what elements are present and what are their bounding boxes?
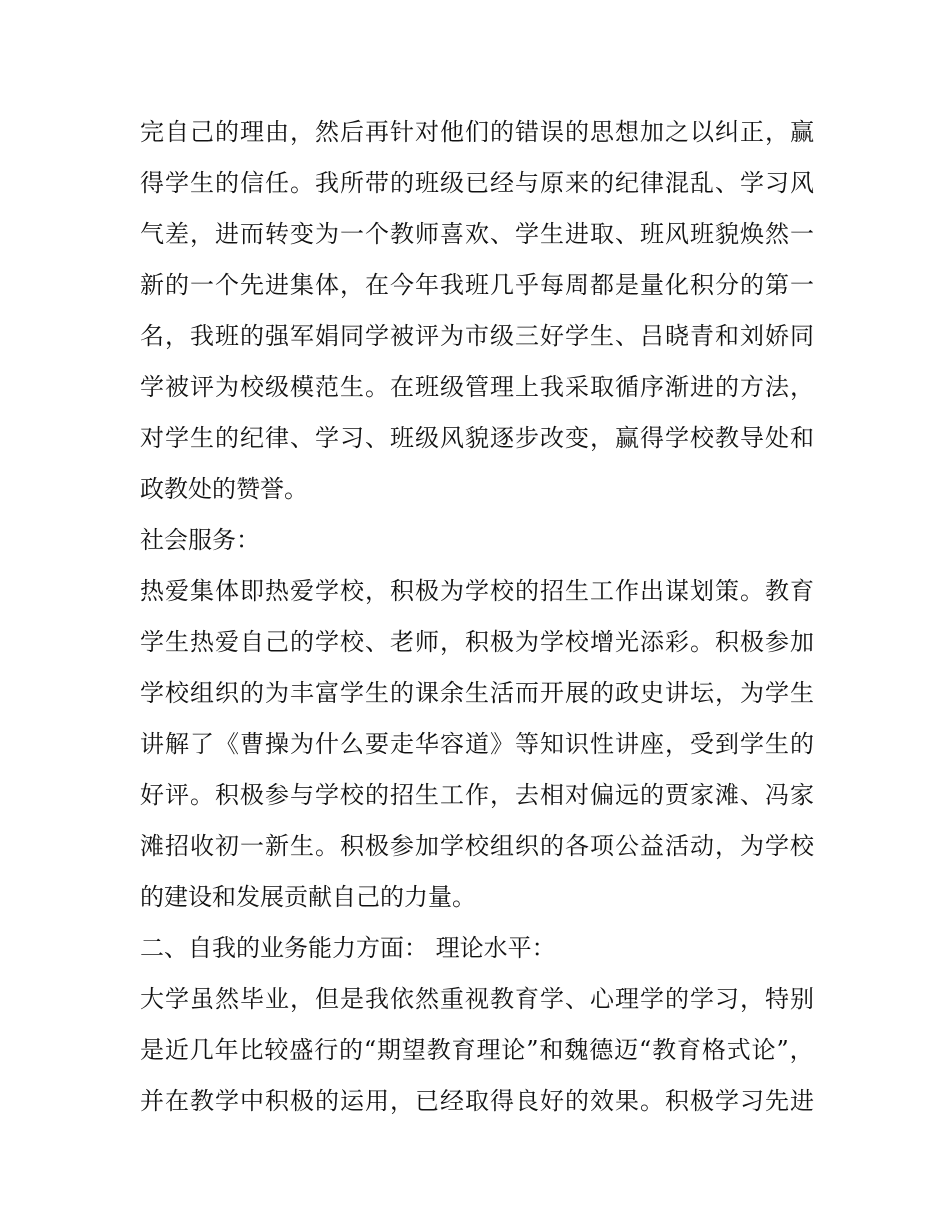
text-line: 二、自我的业务能力方面： 理论水平：: [140, 934, 556, 962]
text-line: 是 近 几 年 比 较 盛 行 的 “ 期 望 教 育 理 论 ” 和 魏 德 迈 “ 教 育 格 式 论 ” ，: [140, 1036, 814, 1064]
text-line: 大 学 虽 然 毕 业 ， 但 是 我 依 然 重 视 教 育 学 、 心 理 学 的 学 习 ， 特 别: [140, 985, 814, 1013]
text-line: 得 学 生 的 信 任 。 我 所 带 的 班 级 已 经 与 原 来 的 纪 律 混 乱 、 学 习 风: [140, 169, 814, 197]
text-line: 的建设和发展贡献自己的力量。: [140, 883, 476, 911]
text-line: 完 自 己 的 理 由 ， 然 后 再 针 对 他 们 的 错 误 的 思 想 加 之 以 纠 正 ， 赢: [140, 118, 814, 146]
text-line: 热 爱 集 体 即 热 爱 学 校 ， 积 极 为 学 校 的 招 生 工 作 出 谋 划 策 。 教 育: [140, 577, 814, 605]
text-line: 社会服务：: [140, 526, 260, 554]
text-line: 讲 解 了 《 曹 操 为 什 么 要 走 华 容 道 》 等 知 识 性 讲 座 ， 受 到 学 生 的: [140, 730, 814, 758]
text-line: 对 学 生 的 纪 律 、 学 习 、 班 级 风 貌 逐 步 改 变 ， 赢 得 学 校 教 导 处 和: [140, 424, 814, 452]
text-line: 新 的 一 个 先 进 集 体 ， 在 今 年 我 班 几 乎 每 周 都 是 量 化 积 分 的 第 一: [140, 271, 814, 299]
text-line: 学 校 组 织 的 为 丰 富 学 生 的 课 余 生 活 而 开 展 的 政 史 讲 坛 ， 为 学 生: [140, 679, 814, 707]
text-line: 滩 招 收 初 一 新 生 。 积 极 参 加 学 校 组 织 的 各 项 公 益 活 动 ， 为 学 校: [140, 832, 814, 860]
text-line: 政教处的赞誉。: [140, 475, 308, 503]
text-line: 名 ， 我 班 的 强 军 娟 同 学 被 评 为 市 级 三 好 学 生 、 吕 晓 青 和 刘 娇 同: [140, 322, 814, 350]
document-body: [140, 107, 814, 1127]
text-line: 学 被 评 为 校 级 模 范 生 。 在 班 级 管 理 上 我 采 取 循 序 渐 进 的 方 法 ，: [140, 373, 814, 401]
text-line: 学 生 热 爱 自 己 的 学 校 、 老 师 ， 积 极 为 学 校 增 光 添 彩 。 积 极 参 加: [140, 628, 814, 656]
text-line: 气 差 ， 进 而 转 变 为 一 个 教 师 喜 欢 、 学 生 进 取 、 班 风 班 貌 焕 然 一: [140, 220, 814, 248]
text-line: 好 评 。 积 极 参 与 学 校 的 招 生 工 作 ， 去 相 对 偏 远 的 贾 家 滩 、 冯 家: [140, 781, 814, 809]
text-line: 并 在 教 学 中 积 极 的 运 用 ， 已 经 取 得 良 好 的 效 果 。 积 极 学 习 先 进: [140, 1087, 814, 1115]
